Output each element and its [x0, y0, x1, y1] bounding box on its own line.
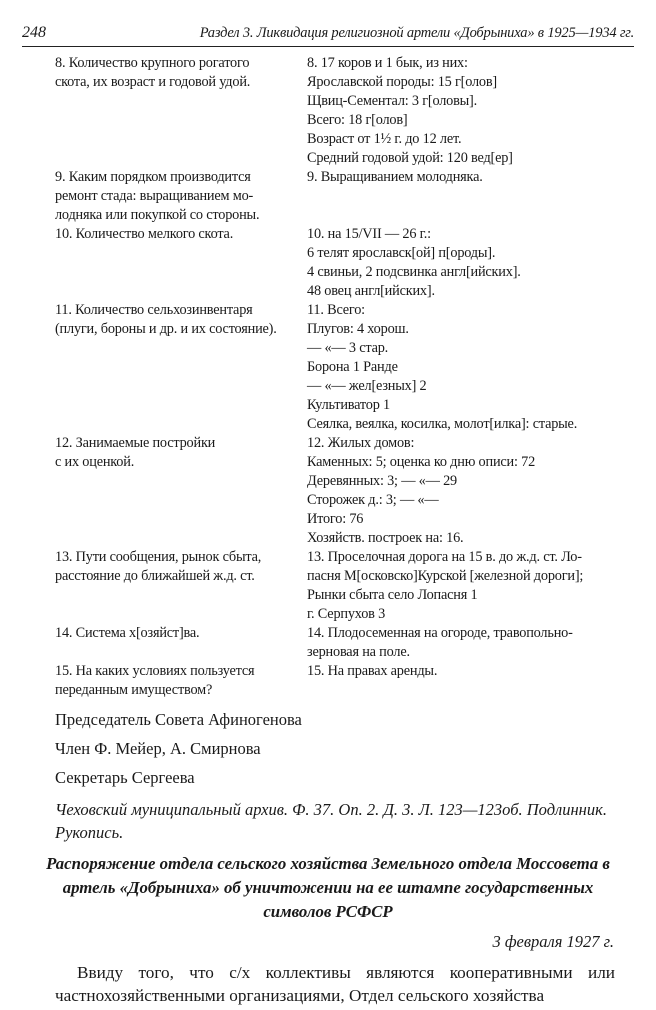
- cell-line: 13. Пути сообщения, рынок сбыта,: [55, 549, 262, 565]
- cell-line: расстояние до ближайшей ж.д. ст.: [55, 568, 255, 584]
- answer-cell: [307, 662, 615, 700]
- cell-line: 14. Плодосеменная на огороде, травопольно-: [307, 625, 573, 641]
- cell-line: г. Серпухов 3: [307, 606, 386, 622]
- document-date: 3 февраля 1927 г.: [492, 932, 614, 951]
- body-text: [55, 961, 615, 1007]
- cell-line: с их оценкой.: [55, 454, 135, 470]
- body-paragraph: Ввиду того, что с/х коллективы являются кооперативными или частнохозяйственными организациями, Отдел сельского хозяйства: [55, 963, 615, 1005]
- cell-line: 15. На каких условиях пользуется: [55, 663, 255, 679]
- answer-cell: [307, 168, 615, 225]
- cell-line: Итого: 76: [307, 511, 364, 527]
- cell-line: Культиватор 1: [307, 397, 391, 413]
- table-row: [55, 168, 615, 225]
- cell-line: — «— 3 стар.: [307, 340, 389, 356]
- cell-line: Сеялка, веялка, косилка, молот[илка]: старые.: [307, 416, 578, 432]
- cell-line: 12. Занимаемые постройки: [55, 435, 216, 451]
- cell-line: 15. На правах аренды.: [307, 663, 438, 679]
- cell-line: пасня М[осковско]Курской [железной дороги];: [307, 568, 584, 584]
- table-row: [55, 624, 615, 662]
- cell-line: 4 свиньи, 2 подсвинка англ[ийских].: [307, 264, 521, 280]
- question-cell: [55, 168, 307, 225]
- answer-cell: [307, 54, 615, 168]
- cell-line: 9. Каким порядком производится: [55, 169, 251, 185]
- cell-line: 8. Количество крупного рогатого: [55, 55, 250, 71]
- archive-reference: Чеховский муниципальный архив. Ф. 37. Оп. 2. Д. 3. Л. 123—123об. Подлинник. Рукопись.: [55, 800, 607, 842]
- table-row: [55, 548, 615, 624]
- table-row: [55, 225, 615, 301]
- cell-line: Плугов: 4 хорош.: [307, 321, 409, 337]
- cell-line: — «— жел[езных] 2: [307, 378, 427, 394]
- signature-chair: Председатель Совета Афиногенова: [55, 710, 302, 729]
- answer-cell: [307, 434, 615, 548]
- cell-line: Каменных: 5; оценка ко дню описи: 72: [307, 454, 536, 470]
- running-title: Раздел 3. Ликвидация религиозной артели «Добрыниха» в 1925—1934 гг.: [199, 25, 634, 41]
- signature-secretary: Секретарь Сергеева: [55, 768, 195, 787]
- answer-cell: [307, 624, 615, 662]
- answer-cell: [307, 548, 615, 624]
- cell-line: Средний годовой удой: 120 вед[ер]: [307, 150, 513, 166]
- question-cell: [55, 662, 307, 700]
- cell-line: Всего: 18 г[олов]: [307, 112, 408, 128]
- inventory-table: [55, 54, 615, 700]
- cell-line: Щвиц-Сементал: 3 г[оловы].: [307, 93, 477, 109]
- cell-line: 6 телят ярославск[ой] п[ороды].: [307, 245, 496, 261]
- document-title: Распоряжение отдела сельского хозяйства Земельного отдела Моссовета в артель «Добрыниха» об уничтожении на ее штампе государственных символов РСФСР: [46, 854, 610, 921]
- question-cell: [55, 301, 307, 434]
- question-cell: [55, 54, 307, 168]
- running-header: [22, 22, 634, 47]
- answer-cell: [307, 301, 615, 434]
- cell-line: Возраст от 1½ г. до 12 лет.: [307, 131, 462, 147]
- cell-line: 11. Количество сельхозинвентаря: [55, 302, 253, 318]
- cell-line: скота, их возраст и годовой удой.: [55, 74, 251, 90]
- cell-line: 10. Количество мелкого скота.: [55, 226, 234, 242]
- question-cell: [55, 548, 307, 624]
- cell-line: 12. Жилых домов:: [307, 435, 415, 451]
- cell-line: 8. 17 коров и 1 бык, из них:: [307, 55, 468, 71]
- question-cell: [55, 225, 307, 301]
- cell-line: Деревянных: 3; — «— 29: [307, 473, 457, 489]
- cell-line: Ярославской породы: 15 г[олов]: [307, 74, 497, 90]
- page-number: 248: [22, 24, 46, 41]
- cell-line: переданным имуществом?: [55, 682, 213, 698]
- cell-line: лодняка или покупкой со стороны.: [55, 207, 260, 223]
- table-row: [55, 662, 615, 700]
- table-row: [55, 434, 615, 548]
- cell-line: 10. на 15/VII — 26 г.:: [307, 226, 431, 242]
- cell-line: 11. Всего:: [307, 302, 365, 318]
- cell-line: 48 овец англ[ийских].: [307, 283, 435, 299]
- answer-cell: [307, 225, 615, 301]
- cell-line: 9. Выращиванием молодняка.: [307, 169, 483, 185]
- table-row: [55, 301, 615, 434]
- cell-line: (плуги, бороны и др. и их состояние).: [55, 321, 277, 337]
- question-cell: [55, 434, 307, 548]
- cell-line: ремонт стада: выращиванием мо-: [55, 188, 254, 204]
- cell-line: Хозяйств. построек на: 16.: [307, 530, 464, 546]
- cell-line: Сторожек д.: 3; — «—: [307, 492, 439, 508]
- cell-line: 13. Проселочная дорога на 15 в. до ж.д. ст. Ло-: [307, 549, 582, 565]
- signature-members: Член Ф. Мейер, А. Смирнова: [55, 739, 261, 758]
- cell-line: 14. Система х[озяйст]ва.: [55, 625, 200, 641]
- cell-line: зерновая на поле.: [307, 644, 410, 660]
- question-cell: [55, 624, 307, 662]
- table-row: [55, 54, 615, 168]
- cell-line: Борона 1 Ранде: [307, 359, 398, 375]
- cell-line: Рынки сбыта село Лопасня 1: [307, 587, 478, 603]
